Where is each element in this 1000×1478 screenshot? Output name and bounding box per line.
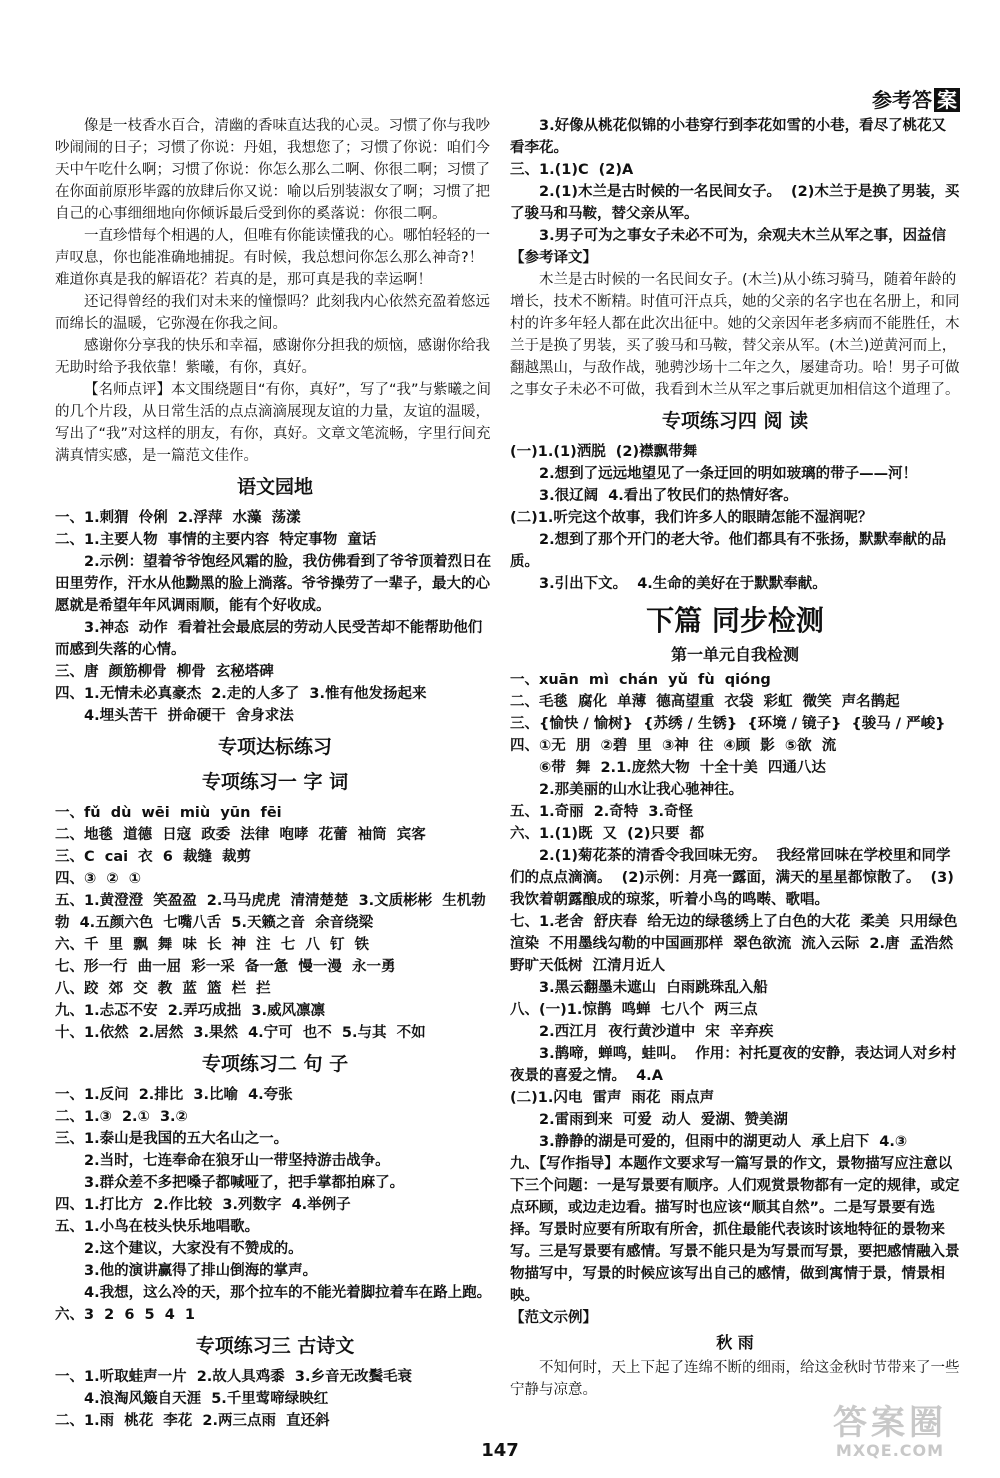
answer-line: 4.我想，这么冷的天，那个拉车的不能光着脚拉着车在路上跑。 bbox=[84, 1285, 492, 1301]
answer-line: 八、跤 郊 交 教 蓝 篮 栏 拦 bbox=[55, 981, 271, 997]
answer-line: 3.群众差不多把嗓子都喊哑了，把手掌都拍麻了。 bbox=[84, 1175, 405, 1191]
header-label: 参考答 bbox=[872, 88, 932, 112]
answer-line: 2.这个建议，大家没有不赞成的。 bbox=[84, 1241, 303, 1257]
answer-line: 4.埋头苦干 拼命硬干 舍身求法 bbox=[84, 708, 294, 724]
section-heading: 语文园地 bbox=[236, 476, 313, 498]
answer-line: ⑥带 舞 2.1.庞然大物 十全十美 四通八达 bbox=[539, 760, 826, 776]
paragraph: 还记得曾经的我们对未来的憧憬吗？此刻我内心依然充盈着悠远而绵长的温暖，它弥漫在你我之间。 bbox=[55, 294, 490, 332]
answer-line: 五、1.小鸟在枝头快乐地唱歌。 bbox=[55, 1219, 260, 1235]
answer-line: 2.(1)菊花茶的清香令我回味无穷。 我经常回味在学校里和同学们的点点滴滴。 (2)示例：月亮一露面，满天的星星都惊散了。 (3)我饮着朝露酿成的琼浆，听着小鸟的鸣啭、歌唱。 bbox=[510, 848, 954, 908]
answer-line: 3.他的演讲赢得了排山倒海的掌声。 bbox=[84, 1263, 318, 1279]
paragraph: 一直珍惜每个相遇的人，但唯有你能读懂我的心。哪怕轻轻的一声叹息，你也能准确地捕捉。有时候，我总想问你怎么那么神奇?！难道你真是我的解语花？若真的是，那可真是我的幸运啊！ bbox=[55, 228, 490, 288]
answer-line: 3.好像从桃花似锦的小巷穿行到李花如雪的小巷，看尽了桃花又看李花。 bbox=[510, 118, 947, 156]
watermark-logo bbox=[815, 1404, 965, 1460]
answer-line: 3.男子可为之事女子未必不可为，余观夫木兰从军之事，因益信 bbox=[539, 228, 947, 244]
answer-line: 一、xuān mì chán yǔ fù qióng bbox=[510, 672, 771, 688]
answer-line: (二)1.听完这个故事，我们许多人的眼睛怎能不湿润呢？ bbox=[510, 510, 873, 526]
answer-line: 五、1.黄澄澄 笑盈盈 2.马马虎虎 清清楚楚 3.文质彬彬 生机勃勃 4.五颜六色 七嘴八舌 5.天籁之音 余音绕梁 bbox=[55, 893, 486, 931]
answer-line: 四、①无 朋 ②碧 里 ③神 往 ④顾 影 ⑤欲 流 bbox=[510, 738, 837, 754]
section-heading: 专项练习一 字 词 bbox=[201, 771, 349, 793]
watermark-url: MXQE.COM bbox=[835, 1441, 945, 1460]
answer-line: (一)1.(1)洒脱 (2)襟飘带舞 bbox=[510, 444, 698, 460]
answer-line: 3.黑云翻墨未遮山 白雨跳珠乱入船 bbox=[539, 980, 768, 996]
answer-line: (二)1.闪电 雷声 雨花 雨点声 bbox=[510, 1090, 715, 1106]
essay-title: 秋 雨 bbox=[716, 1333, 754, 1352]
section-heading: 专项练习三 古诗文 bbox=[195, 1335, 355, 1357]
answer-key-header bbox=[872, 84, 960, 113]
paragraph: 像是一枝香水百合，清幽的香味直达我的心灵。习惯了你与我吵吵闹闹的日子；习惯了你说：丹姐，我想您了；习惯了你说：咱们今天中午吃什么啊；习惯了你说：你怎么那么二啊、你很二啊；习惯了在你面前原形毕露的放肆后你又说：喻以后别装淑女了啊；习惯了把自己的心事细细地向你倾诉最后受到你的奚落说：你很二啊。 bbox=[55, 118, 490, 222]
answer-line: 3.很辽阔 4.看出了牧民们的热情好客。 bbox=[539, 488, 798, 504]
answer-line: 3.鹊啼，蝉鸣，蛙叫。 作用：衬托夏夜的安静，表达词人对乡村夜景的喜爱之情。 4.A bbox=[510, 1046, 957, 1084]
reference-translation: 木兰是古时候的一名民间女子。(木兰)从小练习骑马，随着年龄的增长，技术不断精。时值可汗点兵，她的父亲的名字也在名册上，和同村的许多年轻人都在此次出征中。她的父亲因年老多病而不能胜任，木兰于是换了男装，买了骏马和马鞍，替父亲从军。(木兰)逆黄河而上，翻越黑山，与敌作战，驰骋沙场十二年之久，屡建奇功。哈！男子可做之事女子未必不可做，我看到木兰从军之事后就更加相信这个道理了。 bbox=[510, 272, 960, 398]
answer-line: 五、1.奇丽 2.奇特 3.奇怪 bbox=[510, 804, 693, 820]
answer-line: 四、③ ② ① bbox=[55, 871, 142, 887]
header-boxed-char: 案 bbox=[934, 88, 960, 112]
section-heading: 专项练习二 句 子 bbox=[201, 1053, 349, 1075]
essay-paragraph: 不知何时，天上下起了连绵不断的细雨，给这金秋时节带来了一些宁静与凉意。 bbox=[510, 1360, 960, 1398]
answer-line: 2.想到了那个开门的老大爷。他们都具有不张扬，默默奉献的品质。 bbox=[510, 532, 947, 570]
answer-line: 二、毛毯 腐化 单薄 德高望重 衣袋 彩虹 微笑 声名鹊起 bbox=[510, 694, 900, 710]
right-column bbox=[510, 115, 964, 1401]
answer-line: 六、千 里 飘 舞 味 长 神 注 七 八 钉 铁 bbox=[55, 937, 370, 953]
page-number: 147 bbox=[481, 1440, 519, 1461]
answer-line: 九、1.忐忑不安 2.弄巧成拙 3.威风凛凛 bbox=[55, 1003, 325, 1019]
answer-line: 四、1.无情未必真豪杰 2.走的人多了 3.惟有他发扬起来 bbox=[55, 686, 427, 702]
answer-line: 二、1.雨 桃花 李花 2.两三点雨 直还斜 bbox=[55, 1413, 330, 1429]
answer-line: 四、1.打比方 2.作比较 3.列数字 4.举例子 bbox=[55, 1197, 351, 1213]
answer-line: 六、1.(1)既 又 (2)只要 都 bbox=[510, 826, 705, 842]
answer-line: 3.神态 动作 看着社会最底层的劳动人民受苦却不能帮助他们而感到失落的心情。 bbox=[55, 620, 483, 658]
reference-translation-title: 【参考译文】 bbox=[510, 250, 597, 266]
answer-line: 2.西江月 夜行黄沙道中 宋 辛弃疾 bbox=[539, 1024, 774, 1040]
answer-line: 八、(一)1.惊鹊 鸣蝉 七八个 两三点 bbox=[510, 1002, 758, 1018]
answer-line: 2.想到了远远地望见了一条迂回的明如玻璃的带子——河！ bbox=[539, 466, 918, 482]
section-heading: 专项达标练习 bbox=[217, 736, 332, 758]
answer-line: 一、1.反问 2.排比 3.比喻 4.夸张 bbox=[55, 1087, 293, 1103]
answer-line: 3.静静的湖是可爱的，但雨中的湖更动人 承上启下 4.③ bbox=[539, 1134, 908, 1150]
watermark-text: 答案圈 bbox=[833, 1403, 947, 1443]
answer-line: 2.示例：望着爷爷饱经风霜的脸，我仿佛看到了爷爷顶着烈日在田里劳作，汗水从他黝黑的脸上淌落。爷爷操劳了一辈子，最大的心愿就是希望年年风调雨顺，能有个好收成。 bbox=[55, 554, 492, 614]
answer-line: 二、1.③ 2.① 3.② bbox=[55, 1109, 188, 1125]
part-title: 下篇 同步检测 bbox=[646, 604, 824, 637]
answer-line: 2.那美丽的山水让我心驰神往。 bbox=[539, 782, 744, 798]
answer-line: 4.浪淘风簸自天涯 5.千里莺啼绿映红 bbox=[84, 1391, 329, 1407]
teacher-comment: 【名师点评】本文围绕题目“有你，真好”，写了“我”与紫曦之间的几个片段，从日常生活的点点滴滴展现友谊的力量，友谊的温暖，写出了“我”对这样的朋友，有你，真好。文章文笔流畅，字里行间充满真情实感，是一篇范文佳作。 bbox=[55, 382, 492, 464]
unit-title: 第一单元自我检测 bbox=[670, 645, 799, 664]
answer-line: 七、1.老舍 舒庆春 给无边的绿毯绣上了白色的大花 柔美 只用绿色渲染 不用墨线勾勒的中国画那样 翠色欲流 流入云际 2.唐 孟浩然 野旷天低树 江清月近人 bbox=[510, 914, 964, 974]
answer-line: 2.雷雨到来 可爱 动人 爱湖、赞美湖 bbox=[539, 1112, 788, 1128]
answer-line: 一、fǔ dù wēi miù yūn fēi bbox=[55, 805, 282, 821]
answer-line: 三、{愉快 / 愉树} {苏绣 / 生锈} {环境 / 镜子} {骏马 / 严峻} bbox=[510, 716, 946, 732]
answer-line: 一、1.刺猬 伶俐 2.浮萍 水藻 荡漾 bbox=[55, 510, 301, 526]
answer-line: 三、1.(1)C (2)A bbox=[510, 162, 634, 178]
answer-line: 三、1.泰山是我国的五大名山之一。 bbox=[55, 1131, 289, 1147]
answer-line: 六、3 2 6 5 4 1 bbox=[55, 1307, 196, 1323]
writing-guidance: 九、【写作指导】本题作文要求写一篇写景的作文，景物描写应注意以下三个问题：一是写景要有顺序。人们观赏景物都有一定的规律，或定点环顾，或边走边看。描写时也应该“顺其自然”。二是写景要有选择。写景时应要有所取有所舍，抓住最能代表该时该地特征的景物来写。三是写景要有感情。写景不能只是为写景而写景，要把感情融入景物描写中，写景的时候应该写出自己的感情，做到寓情于景，情景相映。 bbox=[510, 1156, 960, 1304]
answer-line: 3.引出下文。 4.生命的美好在于默默奉献。 bbox=[539, 576, 827, 592]
essay-tail bbox=[55, 115, 495, 467]
answer-line: 七、形一行 曲一屈 彩一采 备一惫 慢一漫 永一勇 bbox=[55, 959, 396, 975]
left-column bbox=[55, 115, 495, 1432]
paragraph: 感谢你分享我的快乐和幸福，感谢你分担我的烦恼，感谢你给我无助时给予我依靠！紫曦，有你，真好。 bbox=[55, 338, 490, 376]
answer-line: 二、1.主要人物 事情的主要内容 特定事物 童话 bbox=[55, 532, 377, 548]
answer-line: 2.当时，七连奉命在狼牙山一带坚持游击战争。 bbox=[84, 1153, 390, 1169]
answer-line: 一、1.听取蛙声一片 2.故人具鸡黍 3.乡音无改鬓毛衰 bbox=[55, 1369, 412, 1385]
answer-line: 二、地毯 道德 日寇 政委 法律 咆哮 花蕾 袖筒 宾客 bbox=[55, 827, 426, 843]
answer-line: 三、C cai 衣 6 裁缝 裁剪 bbox=[55, 849, 252, 865]
section-heading: 专项练习四 阅 读 bbox=[661, 410, 809, 432]
answer-line: 十、1.依然 2.居然 3.果然 4.宁可 也不 5.与其 不如 bbox=[55, 1025, 426, 1041]
answer-line: 三、唐 颜筋柳骨 柳骨 玄秘塔碑 bbox=[55, 664, 274, 680]
answer-line: 2.(1)木兰是古时候的一名民间女子。 (2)木兰于是换了男装，买了骏马和马鞍，替父亲从军。 bbox=[510, 184, 960, 222]
sample-essay-label: 【范文示例】 bbox=[510, 1310, 597, 1326]
